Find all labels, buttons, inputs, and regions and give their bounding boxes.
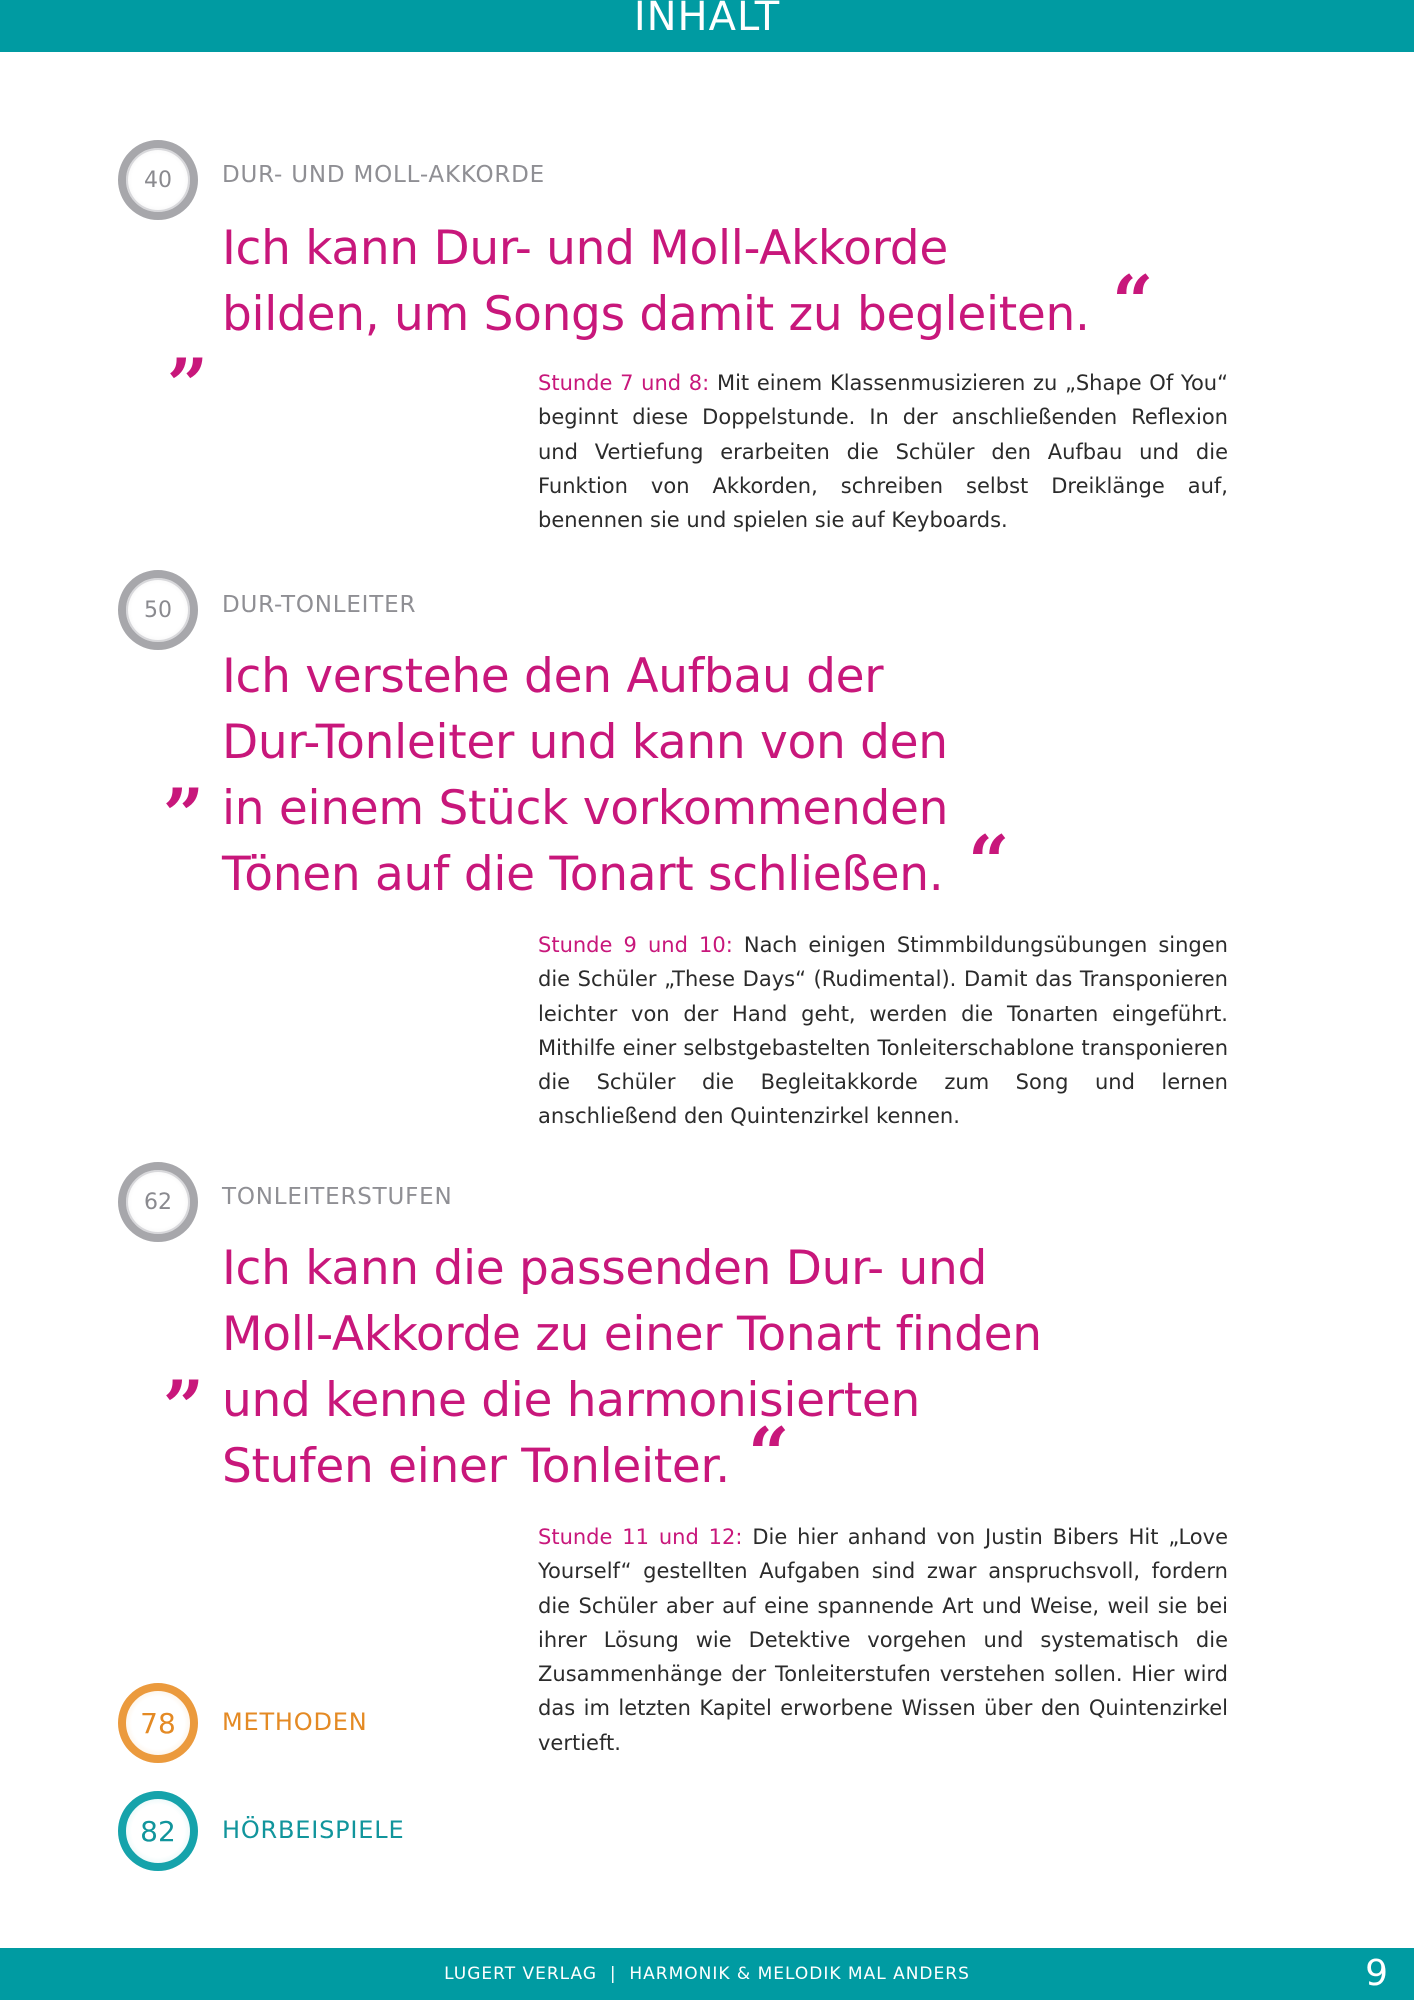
section-headline bbox=[222, 644, 948, 908]
section-description bbox=[538, 928, 1228, 1134]
page-title: INHALT bbox=[633, 0, 781, 40]
section-label[interactable]: TONLEITERSTUFEN bbox=[222, 1184, 453, 1210]
headline-line: Ich verstehe den Aufbau der bbox=[222, 649, 884, 704]
quote-open-mark: „ bbox=[164, 1323, 206, 1408]
section-description bbox=[538, 1520, 1228, 1760]
section-label[interactable]: METHODEN bbox=[222, 1708, 368, 1736]
page-badge[interactable] bbox=[118, 1791, 198, 1871]
section-headline bbox=[222, 216, 1090, 348]
description-text: Mit einem Klassenmusizieren zu „Shape Of You“ beginnt diese Doppelstunde. In der anschließenden Reflexion und Vertiefung erarbeiten die Schüler den Aufbau und die Funktion von Akkorden, schreiben selbst Dreiklänge auf, benennen sie und spielen sie auf Keyboards. bbox=[538, 371, 1228, 533]
quote-open-mark: „ bbox=[164, 731, 206, 816]
section-description bbox=[538, 366, 1228, 537]
section-label[interactable]: DUR- UND MOLL-AKKORDE bbox=[222, 162, 545, 188]
page-number-footer: 9 bbox=[1365, 1953, 1388, 1994]
quote-close-mark: “ bbox=[748, 1411, 790, 1496]
headline-line: Dur-Tonleiter und kann von den bbox=[222, 715, 948, 770]
quote-close-mark: “ bbox=[968, 819, 1010, 904]
quote-open-mark: „ bbox=[168, 301, 210, 386]
description-text: Die hier anhand von Justin Bibers Hit „Love Yourself“ gestellten Aufgaben sind zwar anspruchsvoll, fordern die Schüler aber auf eine spannende Art und Weise, weil sie bei ihrer Lösung wie Detektive vorgehen und systematisch die Zusammenhänge der Tonleiterstufen verstehen sollen. Hier wird das im letzten Kapitel erworbene Wissen über den Quintenzirkel vertieft. bbox=[538, 1525, 1228, 1755]
page-number: 50 bbox=[144, 597, 172, 623]
headline-line: Ich kann die passenden Dur- und bbox=[222, 1241, 987, 1296]
headline-line: in einem Stück vorkommenden bbox=[222, 781, 949, 836]
description-text: Nach einigen Stimmbildungsübungen singen die Schüler „These Days“ (Rudimental). Damit das Transponieren leichter von der Hand geht, werden die Tonarten eingeführt. Mithilfe einer selbstgebastelten Tonleiterschablone transponieren die Schüler die Begleitakkorde zum Song und lernen anschließend den Quintenzirkel kennen. bbox=[538, 933, 1228, 1129]
headline-line: Tönen auf die Tonart schließen. bbox=[222, 847, 944, 902]
section-headline bbox=[222, 1236, 1042, 1500]
section-label[interactable]: HÖRBEISPIELE bbox=[222, 1816, 405, 1844]
page-number: 40 bbox=[144, 167, 172, 193]
footer-bar bbox=[0, 1948, 1414, 2000]
lesson-label: Stunde 7 und 8: bbox=[538, 371, 710, 395]
quote-close-mark: “ bbox=[1112, 259, 1154, 344]
headline-line: Moll-Akkorde zu einer Tonart finden bbox=[222, 1307, 1042, 1362]
page-badge[interactable] bbox=[118, 570, 198, 650]
page-badge[interactable] bbox=[118, 1162, 198, 1242]
headline-line: Stufen einer Tonleiter. bbox=[222, 1439, 730, 1494]
page-number: 62 bbox=[144, 1189, 172, 1215]
page-badge[interactable] bbox=[118, 140, 198, 220]
headline-line: und kenne die harmonisierten bbox=[222, 1373, 920, 1428]
headline-line: Ich kann Dur- und Moll-Akkorde bbox=[222, 221, 948, 276]
lesson-label: Stunde 11 und 12: bbox=[538, 1525, 743, 1549]
footer-publisher-text: LUGERT VERLAG | HARMONIK & MELODIK MAL ANDERS bbox=[444, 1964, 970, 1984]
page-number: 78 bbox=[140, 1706, 176, 1740]
section-label[interactable]: DUR-TONLEITER bbox=[222, 592, 417, 618]
page-number: 82 bbox=[140, 1814, 176, 1848]
header-bar bbox=[0, 0, 1414, 52]
headline-line: bilden, um Songs damit zu begleiten. bbox=[222, 287, 1090, 342]
lesson-label: Stunde 9 und 10: bbox=[538, 933, 733, 957]
page-badge[interactable] bbox=[118, 1683, 198, 1763]
